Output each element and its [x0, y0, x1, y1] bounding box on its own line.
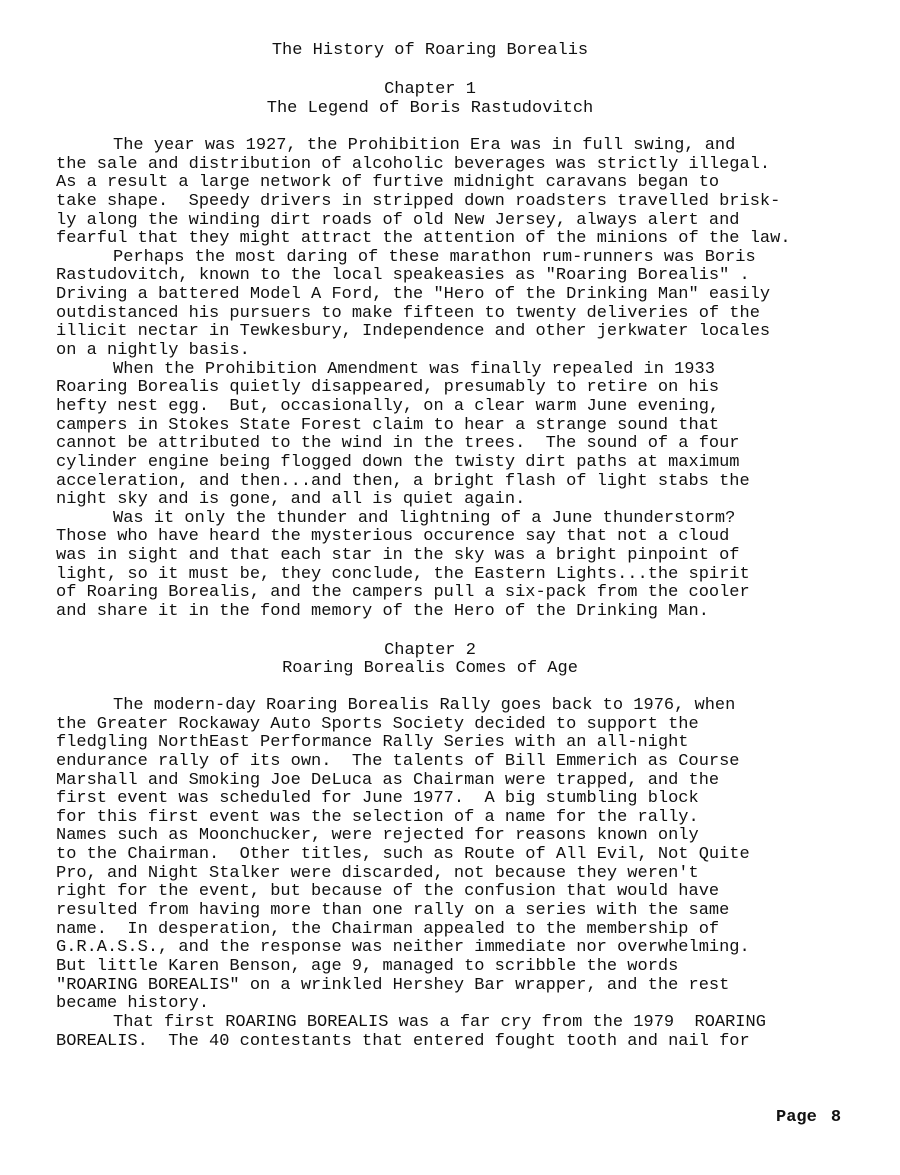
text-line: Rastudovitch, known to the local speakeasies as "Roaring Borealis" .: [56, 266, 750, 286]
text-line: hefty nest egg. But, occasionally, on a clear warm June evening,: [56, 396, 720, 416]
text-line: Perhaps the most daring of these marathon rum-runners was Boris: [113, 247, 756, 267]
text-line: ly along the winding dirt roads of old New Jersey, always alert and: [56, 210, 740, 230]
text-line: cylinder engine being flogged down the twisty dirt paths at maximum: [56, 452, 740, 472]
text-line: endurance rally of its own. The talents of Bill Emmerich as Course: [56, 751, 740, 771]
page-number: 8: [830, 1108, 842, 1127]
text-line: Pro, and Night Stalker were discarded, not because they weren't: [56, 863, 699, 883]
chapter-1-body: [56, 137, 876, 622]
text-line: Was it only the thunder and lightning of a June thunderstorm?: [113, 508, 736, 528]
text-line: and share it in the fond memory of the Hero of the Drinking Man.: [56, 602, 709, 622]
chapter-1-heading: The Legend of Boris Rastudovitch: [266, 99, 594, 118]
text-line: on a nightly basis.: [56, 341, 250, 361]
text-line: Driving a battered Model A Ford, the "Hero of the Drinking Man" easily: [56, 285, 771, 305]
text-line: Roaring Borealis quietly disappeared, presumably to retire on his: [56, 378, 720, 398]
text-line: The year was 1927, the Prohibition Era was in full swing, and: [113, 136, 736, 155]
text-line: Those who have heard the mysterious occurence say that not a cloud: [56, 527, 730, 547]
text-line: of Roaring Borealis, and the campers pull a six-pack from the cooler: [56, 583, 750, 603]
text-line: Names such as Moonchucker, were rejected for reasons known only: [56, 826, 699, 846]
page-number-footer: [776, 1108, 841, 1127]
text-line: illicit nectar in Tewkesbury, Independence and other jerkwater locales: [56, 322, 771, 342]
text-line: night sky and is gone, and all is quiet again.: [56, 490, 526, 510]
text-line: The modern-day Roaring Borealis Rally goes back to 1976, when: [113, 696, 736, 715]
text-line: acceleration, and then...and then, a bright flash of light stabs the: [56, 471, 750, 491]
text-line: "ROARING BOREALIS" on a wrinkled Hershey Bar wrapper, and the rest: [56, 975, 730, 995]
text-line: first event was scheduled for June 1977. A big stumbling block: [56, 789, 699, 809]
text-line: was in sight and that each star in the sky was a bright pinpoint of: [56, 546, 740, 566]
text-line: for this first event was the selection of a name for the rally.: [56, 807, 699, 827]
page-label: Page: [776, 1108, 817, 1127]
document-title: The History of Roaring Borealis: [271, 41, 589, 60]
chapter-1-number: Chapter 1: [384, 80, 476, 99]
chapter-2-number: Chapter 2: [384, 641, 476, 660]
text-line: became history.: [56, 994, 210, 1014]
text-line: BOREALIS. The 40 contestants that entered fought tooth and nail for: [56, 1031, 750, 1051]
text-line: fearful that they might attract the attention of the minions of the law.: [56, 229, 791, 249]
text-line: When the Prohibition Amendment was finally repealed in 1933: [113, 359, 715, 379]
text-line: take shape. Speedy drivers in stripped down roadsters travelled brisk-: [56, 191, 781, 211]
chapter-2-body: [56, 697, 876, 1051]
text-line: resulted from having more than one rally on a series with the same: [56, 901, 730, 921]
text-line: As a result a large network of furtive midnight caravans began to: [56, 173, 720, 193]
text-line: the Greater Rockaway Auto Sports Society decided to support the: [56, 714, 699, 734]
text-line: light, so it must be, they conclude, the Eastern Lights...the spirit: [56, 564, 750, 584]
text-line: name. In desperation, the Chairman appealed to the membership of: [56, 919, 720, 939]
text-line: Marshall and Smoking Joe DeLuca as Chairman were trapped, and the: [56, 770, 720, 790]
text-line: But little Karen Benson, age 9, managed to scribble the words: [56, 956, 679, 976]
text-line: That first ROARING BOREALIS was a far cry from the 1979 ROARING: [113, 1012, 766, 1032]
chapter-2-heading: Roaring Borealis Comes of Age: [282, 659, 578, 678]
text-line: the sale and distribution of alcoholic beverages was strictly illegal.: [56, 154, 771, 174]
text-line: cannot be attributed to the wind in the trees. The sound of a four: [56, 434, 740, 454]
text-line: right for the event, but because of the confusion that would have: [56, 882, 720, 902]
text-line: G.R.A.S.S., and the response was neither immediate nor overwhelming.: [56, 938, 750, 958]
text-line: outdistanced his pursuers to make fifteen to twenty deliveries of the: [56, 303, 760, 323]
text-line: campers in Stokes State Forest claim to hear a strange sound that: [56, 415, 720, 435]
text-line: fledgling NorthEast Performance Rally Series with an all-night: [56, 733, 689, 753]
text-line: to the Chairman. Other titles, such as Route of All Evil, Not Quite: [56, 845, 750, 865]
